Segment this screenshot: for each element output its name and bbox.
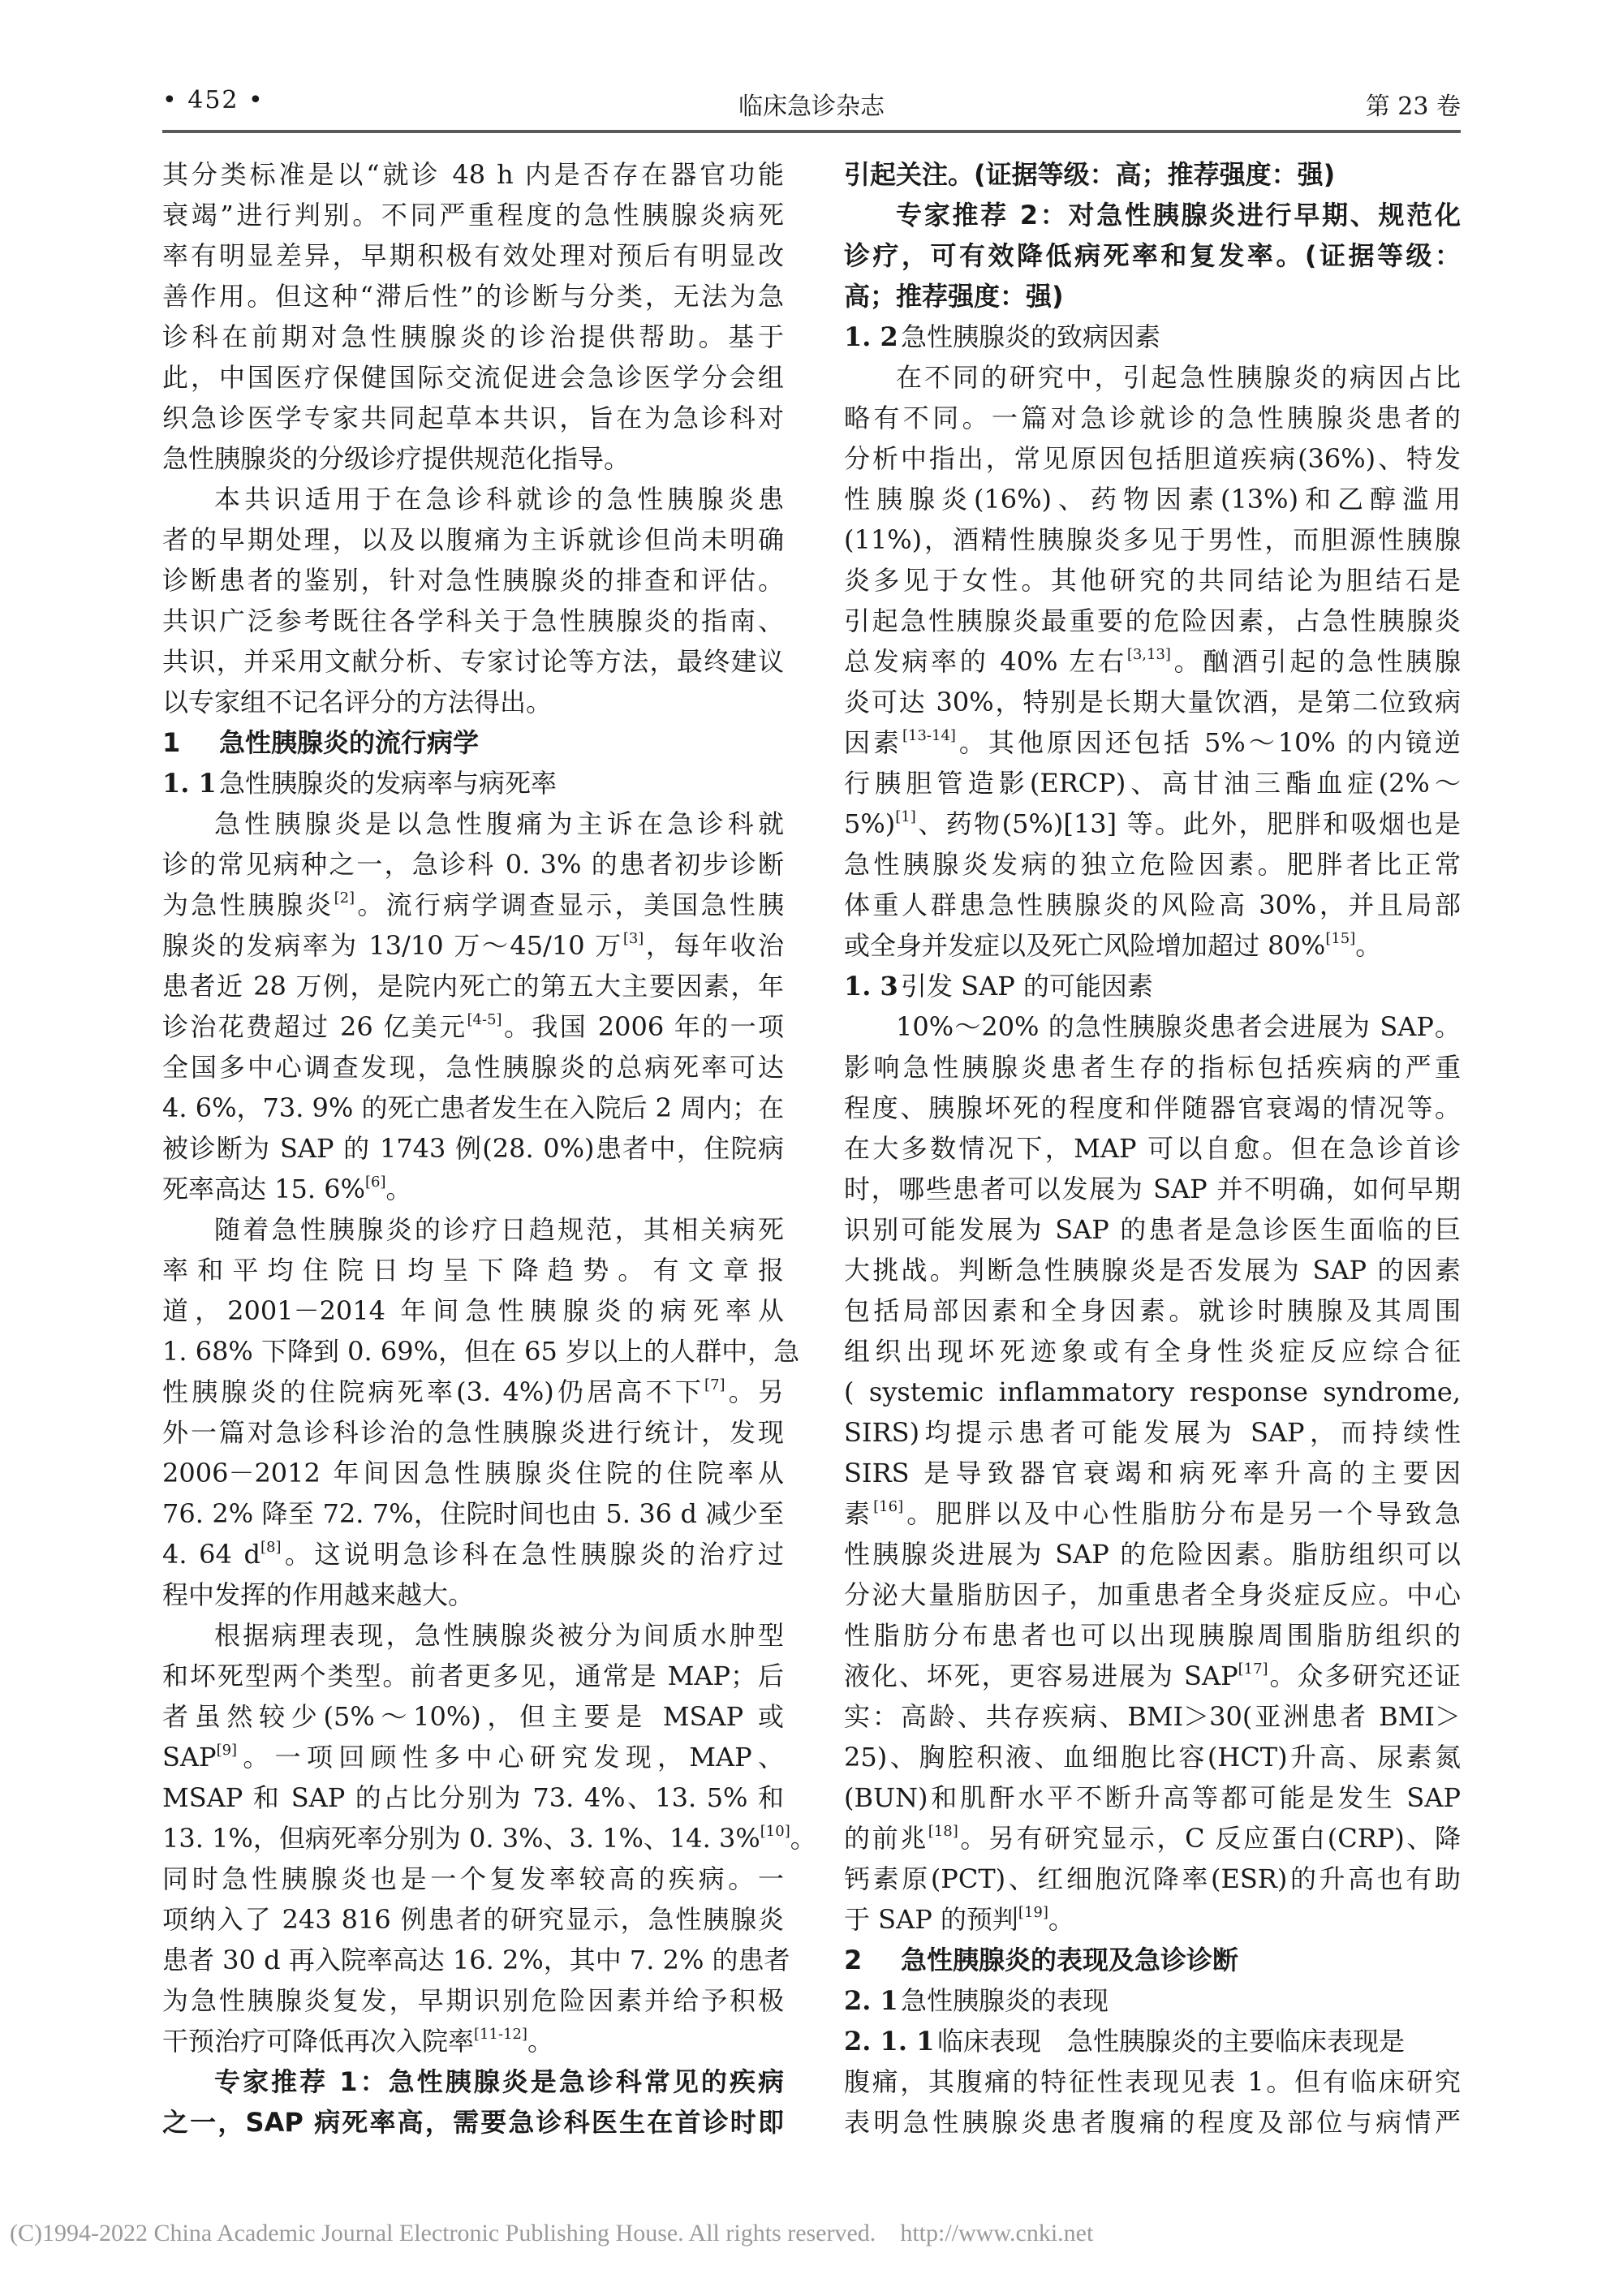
line-text-after: 。 (385, 1174, 412, 1204)
recommendation-line (844, 235, 1461, 276)
line-text: 根据病理表现，急性胰腺炎被分为间质水肿型 (214, 1620, 784, 1651)
line-text: 分泌大量脂肪因子，加重患者全身炎症反应。中心 (844, 1579, 1461, 1610)
text-line (162, 601, 784, 641)
line-text: 液化、坏死，更容易进展为 SAP (844, 1661, 1238, 1691)
line-text: 76. 2% 降至 72. 7%，住院时间也由 5. 36 d 减少至 (162, 1498, 784, 1529)
text-line (844, 357, 1461, 398)
text-line (162, 1412, 784, 1453)
subsection-heading (844, 317, 1461, 357)
line-text-after: ，每年收治 (644, 930, 784, 961)
text-line (162, 1777, 784, 1818)
text-line (844, 1737, 1461, 1777)
line-text: 诊科在前期对急性胰腺炎的诊治提供帮助。基于 (162, 321, 784, 352)
text-line (162, 1899, 784, 1940)
text-line (844, 1412, 1461, 1453)
line-text: 引起急性胰腺炎最重要的危险因素，占急性胰腺炎 (844, 605, 1461, 636)
line-text-after: 。流行病学调查显示，美国急性胰 (355, 890, 784, 920)
text-line (162, 154, 784, 195)
line-text: 的前兆 (844, 1823, 928, 1854)
recommendation-line (162, 2061, 784, 2102)
citation-ref[interactable]: [16] (873, 1498, 904, 1515)
line-text: 炎可达 30%，特别是长期大量饮酒，是第二位致病 (844, 687, 1461, 717)
line-text: 急性胰腺炎的分级诊疗提供规范化指导。 (162, 443, 631, 474)
text-line (844, 682, 1461, 722)
text-line (162, 1006, 784, 1047)
text-line (162, 1250, 784, 1290)
subsection-heading (844, 2021, 1461, 2061)
line-text: 程度、胰腺坏死的程度和伴随器官衰竭的情况等。 (844, 1092, 1461, 1123)
copyright-footer (0, 2220, 1623, 2247)
text-line (162, 235, 784, 276)
line-text: 干预治疗可降低再次入院率 (162, 2026, 475, 2057)
line-text: 影响急性胰腺炎患者生存的指标包括疾病的严重 (844, 1052, 1461, 1083)
heading-number: 2 (844, 1945, 863, 1975)
line-text: 者虽然较少(5%～10%)，但主要是 MSAP 或 (162, 1701, 784, 1732)
line-text: 外一篇对急诊科诊治的急性胰腺炎进行统计，发现 (162, 1417, 784, 1448)
line-text-after: 。肥胖以及中心性脂肪分布是另一个导致急 (903, 1498, 1461, 1529)
recommendation-line (844, 154, 1461, 195)
line-text-after: 。 (1355, 930, 1382, 961)
line-text: 识别可能发展为 SAP 的患者是急诊医生面临的巨 (844, 1214, 1461, 1245)
line-text: 腹痛，其腹痛的特征性表现见表 1。但有临床研究 (844, 2066, 1461, 2097)
text-line (162, 1209, 784, 1250)
line-text: 体重人群患急性胰腺炎的风险高 30%，并且局部 (844, 890, 1461, 920)
text-line (162, 1615, 784, 1656)
line-text-after: 。另 (725, 1376, 784, 1407)
subsection-heading (162, 763, 784, 803)
line-text: 引起关注。(证据等级：高；推荐强度：强) (844, 159, 1336, 190)
line-text: 急性胰腺炎的表现及急诊诊断 (901, 1945, 1239, 1975)
text-line (162, 682, 784, 722)
citation-ref[interactable]: [3] (622, 930, 644, 947)
text-line (162, 803, 784, 844)
citation-ref[interactable]: [3,13] (1126, 646, 1171, 663)
line-text-after: 。 (527, 2026, 553, 2057)
line-text-after: 。我国 2006 年的一项 (502, 1011, 784, 1042)
line-text: 急性胰腺炎的致病因素 (901, 321, 1161, 352)
line-text: 25)、胸腔积液、血细胞比容(HCT)升高、尿素氮 (844, 1742, 1461, 1773)
heading-number: 2. 1 (844, 1985, 898, 2016)
line-text: 项纳入了 243 816 例患者的研究显示，急性胰腺炎 (162, 1904, 784, 1935)
citation-ref[interactable]: [6] (365, 1174, 386, 1191)
header-rule (162, 130, 1461, 133)
line-text: 性胰腺炎进展为 SAP 的危险因素。脂肪组织可以 (844, 1539, 1461, 1570)
text-line (162, 479, 784, 519)
line-text: 10%～20% 的急性胰腺炎患者会进展为 SAP。 (896, 1011, 1461, 1042)
line-text: 织急诊医学专家共同起草本共识，旨在为急诊科对 (162, 403, 784, 433)
line-text: 患者 30 d 再入院率高达 16. 2%，其中 7. 2% 的患者 (162, 1945, 790, 1975)
text-line (844, 803, 1461, 844)
line-text: 率和平均住院日均呈下降趋势。有文章报 (162, 1255, 784, 1286)
citation-ref[interactable]: [18] (928, 1823, 958, 1840)
line-text: 其分类标准是以“就诊 48 h 内是否存在器官功能 (162, 159, 784, 190)
text-line (162, 1453, 784, 1493)
line-text: 共识广泛参考既往各学科关于急性胰腺炎的指南、 (162, 605, 784, 636)
text-line (844, 601, 1461, 641)
line-text: 组织出现坏死迹象或有全身性炎症反应综合征 (844, 1336, 1461, 1367)
line-text: 在大多数情况下，MAP 可以自愈。但在急诊首诊 (844, 1133, 1461, 1164)
text-line (844, 479, 1461, 519)
citation-ref[interactable]: [7] (704, 1376, 725, 1394)
text-line (162, 398, 784, 438)
text-line (844, 1859, 1461, 1899)
line-text: 在不同的研究中，引起急性胰腺炎的病因占比 (896, 362, 1461, 393)
text-line (844, 438, 1461, 479)
line-text-after: 。另有研究显示，C 反应蛋白(CRP)、降 (958, 1823, 1461, 1854)
line-text: 为急性胰腺炎复发，早期识别危险因素并给予积极 (162, 1985, 784, 2016)
citation-ref[interactable]: [2] (334, 890, 355, 907)
line-text: 和坏死型两个类型。前者更多见，通常是 MAP；后 (162, 1661, 784, 1691)
line-text: 全国多中心调查发现，急性胰腺炎的总病死率可达 (162, 1052, 784, 1083)
line-text: 诊的常见病种之一，急诊科 0. 3% 的患者初步诊断 (162, 849, 784, 880)
text-line (844, 1777, 1461, 1818)
text-line (844, 519, 1461, 560)
citation-ref[interactable]: [19] (1018, 1904, 1048, 1921)
line-text: 善作用。但这种“滞后性”的诊断与分类，无法为急 (162, 281, 784, 312)
line-text: 道，2001－2014 年间急性胰腺炎的病死率从 (162, 1295, 784, 1326)
text-line (162, 560, 784, 601)
text-line (162, 1169, 784, 1209)
text-line (844, 925, 1461, 966)
heading-number: 2. 1. 1 (844, 2026, 935, 2057)
text-line (162, 438, 784, 479)
citation-ref[interactable]: [17] (1238, 1661, 1268, 1678)
page-number: • 452 • (162, 86, 265, 114)
text-line (162, 1574, 784, 1615)
text-line (162, 1088, 784, 1128)
line-text: 衰竭”进行判别。不同严重程度的急性胰腺炎病死 (162, 200, 784, 230)
text-line (162, 1493, 784, 1534)
journal-title: 临床急诊杂志 (738, 93, 885, 121)
text-line (844, 1088, 1461, 1128)
citation-ref[interactable]: [9] (216, 1742, 238, 1759)
line-text: 钙素原(PCT)、红细胞沉降率(ESR)的升高也有助 (844, 1863, 1461, 1894)
citation-ref[interactable]: [8] (260, 1539, 282, 1556)
text-line (844, 1534, 1461, 1574)
line-text: SIRS 是导致器官衰竭和病死率升高的主要因 (844, 1458, 1461, 1488)
cnki-link[interactable]: http://www.cnki.net (900, 2220, 1094, 2246)
text-line (844, 1372, 1461, 1412)
line-text: 诊疗，可有效降低病死率和复发率。(证据等级： (844, 240, 1461, 271)
line-text: 1. 68% 下降到 0. 69%，但在 65 岁以上的人群中，急 (162, 1336, 800, 1367)
citation-ref[interactable]: [15] (1325, 930, 1356, 947)
text-line (162, 519, 784, 560)
text-line (162, 1290, 784, 1331)
line-text: 专家推荐 1：急性胰腺炎是急诊科常见的疾病 (214, 2066, 784, 2097)
text-line (162, 317, 784, 357)
text-line (162, 1656, 784, 1696)
heading-number: 1 (162, 727, 181, 758)
line-text: 急性胰腺炎的表现 (901, 1985, 1109, 2016)
line-text: 行胰胆管造影(ERCP)、高甘油三酯血症(2%～ (844, 768, 1461, 799)
line-text: 急性胰腺炎是以急性腹痛为主诉在急诊科就 (214, 808, 784, 839)
text-line (162, 925, 784, 966)
text-line (162, 276, 784, 317)
line-text: 性脂肪分布患者也可以出现胰腺周围脂肪组织的 (844, 1620, 1461, 1651)
line-text: 共识，并采用文献分析、专家讨论等方法，最终建议 (162, 646, 784, 677)
text-line (844, 1047, 1461, 1088)
citation-ref[interactable]: [11-12] (474, 2026, 527, 2043)
line-text-after: 。一项回顾性多中心研究发现，MAP、 (237, 1742, 784, 1773)
text-line (844, 722, 1461, 763)
text-line (162, 2021, 784, 2061)
text-line (162, 1818, 816, 1859)
text-line (162, 641, 784, 682)
text-line (844, 1696, 1461, 1737)
line-text: SIRS)均提示患者可能发展为 SAP，而持续性 (844, 1417, 1461, 1448)
subsection-heading (844, 1980, 1461, 2021)
text-line (162, 1940, 790, 1980)
line-text: 性胰腺炎(16%)、药物因素(13%)和乙醇滥用 (844, 484, 1461, 515)
line-text: 性胰腺炎的住院病死率(3. 4%)仍居高不下 (162, 1376, 705, 1407)
line-text: 炎多见于女性。其他研究的共同结论为胆结石是 (844, 565, 1461, 596)
left-column (162, 154, 816, 2143)
text-line (844, 641, 1461, 682)
line-text: 以专家组不记名评分的方法得出。 (162, 687, 553, 717)
line-text: 素 (844, 1498, 874, 1529)
heading-number: 1. 2 (844, 321, 898, 352)
line-text: 分析中指出，常见原因包括胆道疾病(36%)、特发 (844, 443, 1461, 474)
line-text: (11%)，酒精性胰腺炎多见于男性，而胆源性胰腺 (844, 524, 1461, 555)
citation-ref[interactable]: [1] (895, 808, 916, 825)
running-header (162, 86, 1461, 127)
text-line (162, 1372, 784, 1412)
line-text: 表明急性胰腺炎患者腹痛的程度及部位与病情严 (844, 2107, 1461, 2138)
line-text-after: 。酗酒引起的急性胰腺 (1170, 646, 1461, 677)
citation-ref[interactable]: [10] (760, 1823, 790, 1840)
text-line (844, 1899, 1461, 1940)
line-text: 腺炎的发病率为 13/10 万～45/10 万 (162, 930, 623, 961)
recommendation-line (162, 2102, 784, 2143)
line-text: (BUN)和肌酐水平不断升高等都可能是发生 SAP (844, 1782, 1461, 1813)
text-line (162, 1128, 784, 1169)
line-text: 随着急性胰腺炎的诊疗日趋规范，其相关病死 (214, 1214, 784, 1245)
line-text: 高；推荐强度：强) (844, 281, 1064, 312)
line-text-after: 。 (790, 1823, 816, 1854)
line-text: MSAP 和 SAP 的占比分别为 73. 4%、13. 5% 和 (162, 1782, 784, 1813)
line-text: 急性胰腺炎的流行病学 (219, 727, 480, 758)
text-line (844, 844, 1461, 885)
line-text: 略有不同。一篇对急诊就诊的急性胰腺炎患者的 (844, 403, 1461, 433)
text-line (844, 1656, 1461, 1696)
line-text-after: 。这说明急诊科在急性胰腺炎的治疗过 (281, 1539, 784, 1570)
section-heading (162, 722, 784, 763)
line-text-after: 。众多研究还证 (1268, 1661, 1461, 1691)
text-line (844, 1128, 1461, 1169)
line-text: 因素 (844, 727, 902, 758)
line-text: 同时急性胰腺炎也是一个复发率较高的疾病。一 (162, 1863, 784, 1894)
text-line (844, 1006, 1461, 1047)
line-text: 4. 6%，73. 9% 的死亡患者发生在入院后 2 周内；在 (162, 1092, 785, 1123)
line-text: 此，中国医疗保健国际交流促进会急诊医学分会组 (162, 362, 784, 393)
text-line (844, 1493, 1461, 1534)
line-text: 包括局部因素和全身因素。就诊时胰腺及其周围 (844, 1295, 1461, 1326)
line-text: 患者近 28 万例，是院内死亡的第五大主要因素，年 (162, 971, 784, 1002)
line-text: 2006－2012 年间因急性胰腺炎住院的住院率从 (162, 1458, 784, 1488)
text-line (844, 398, 1461, 438)
copyright-text: (C)1994-2022 China Academic Journal Electronic Publishing House. All rights reserved. (10, 2220, 876, 2246)
line-text: 急性胰腺炎的发病率与病死率 (219, 768, 558, 799)
heading-number: 1. 1 (162, 768, 217, 799)
text-line (162, 357, 784, 398)
line-text-after: 。其他原因还包括 5%～10% 的内镜逆 (955, 727, 1461, 758)
line-text: 于 SAP 的预判 (844, 1904, 1018, 1935)
line-text-after: 、药物(5%)[13] 等。此外，肥胖和吸烟也是 (915, 808, 1461, 839)
line-text: 或全身并发症以及死亡风险增加超过 80% (844, 930, 1326, 961)
line-text: 程中发挥的作用越来越大。 (162, 1579, 475, 1610)
section-heading (844, 1940, 1461, 1980)
text-line (844, 885, 1461, 925)
line-text-after: 。 (1048, 1904, 1074, 1935)
line-text: ( systemic inflammatory response syndrome, (844, 1376, 1461, 1407)
text-line (844, 1574, 1461, 1615)
text-line (162, 1859, 784, 1899)
text-line (162, 1737, 784, 1777)
text-line (162, 966, 784, 1006)
text-line (162, 844, 784, 885)
text-line (162, 195, 784, 235)
line-text: 本共识适用于在急诊科就诊的急性胰腺炎患 (214, 484, 784, 515)
line-text: 大挑战。判断急性胰腺炎是否发展为 SAP 的因素 (844, 1255, 1461, 1286)
line-text: 为急性胰腺炎 (162, 890, 334, 920)
recommendation-line (844, 276, 1461, 317)
text-line (844, 2102, 1461, 2143)
line-text: SAP (162, 1742, 217, 1773)
citation-ref[interactable]: [13-14] (902, 727, 956, 744)
line-text: 率有明显差异，早期积极有效处理对预后有明显改 (162, 240, 784, 271)
right-column (844, 154, 1461, 2143)
line-text: 诊治花费超过 26 亿美元 (162, 1011, 467, 1042)
text-line (844, 1209, 1461, 1250)
text-line (844, 1169, 1461, 1209)
line-text: 者的早期处理，以及以腹痛为主诉就诊但尚未明确 (162, 524, 784, 555)
line-text: 急性胰腺炎发病的独立危险因素。肥胖者比正常 (844, 849, 1461, 880)
text-line (844, 1290, 1461, 1331)
text-line (844, 1615, 1461, 1656)
text-line (844, 1453, 1461, 1493)
heading-number: 1. 3 (844, 971, 898, 1002)
line-text: 临床表现 急性胰腺炎的主要临床表现是 (937, 2026, 1406, 2057)
line-text: 死率高达 15. 6% (162, 1174, 366, 1204)
subsection-heading (844, 966, 1461, 1006)
line-text: 实：高龄、共存疾病、BMI＞30(亚洲患者 BMI＞ (844, 1701, 1461, 1732)
line-text: 13. 1%，但病死率分别为 0. 3%、3. 1%、14. 3% (162, 1823, 760, 1854)
text-line (162, 1696, 784, 1737)
text-line (162, 1331, 800, 1372)
line-text: 5%) (844, 808, 896, 839)
volume-label: 第 23 卷 (1365, 93, 1461, 121)
line-text: 引发 SAP 的可能因素 (901, 971, 1153, 1002)
text-line (844, 2061, 1461, 2102)
line-text: 诊断患者的鉴别，针对急性胰腺炎的排查和评估。 (162, 565, 784, 596)
text-line (844, 1250, 1461, 1290)
line-text: 4. 64 d (162, 1539, 260, 1570)
text-line (162, 1980, 784, 2021)
citation-ref[interactable]: [4-5] (467, 1011, 502, 1028)
line-text: 被诊断为 SAP 的 1743 例(28. 0%)患者中，住院病 (162, 1133, 784, 1164)
line-text: 专家推荐 2：对急性胰腺炎进行早期、规范化 (896, 200, 1461, 230)
text-line (162, 1534, 784, 1574)
text-line (844, 763, 1461, 803)
text-line (844, 1331, 1461, 1372)
text-line (162, 885, 784, 925)
text-line (162, 1047, 784, 1088)
line-text: 时，哪些患者可以发展为 SAP 并不明确，如何早期 (844, 1174, 1461, 1204)
recommendation-line (844, 195, 1461, 235)
text-line (844, 560, 1461, 601)
line-text: 之一，SAP 病死率高，需要急诊科医生在首诊时即 (162, 2107, 784, 2138)
text-line (844, 1818, 1461, 1859)
line-text: 总发病率的 40% 左右 (844, 646, 1127, 677)
